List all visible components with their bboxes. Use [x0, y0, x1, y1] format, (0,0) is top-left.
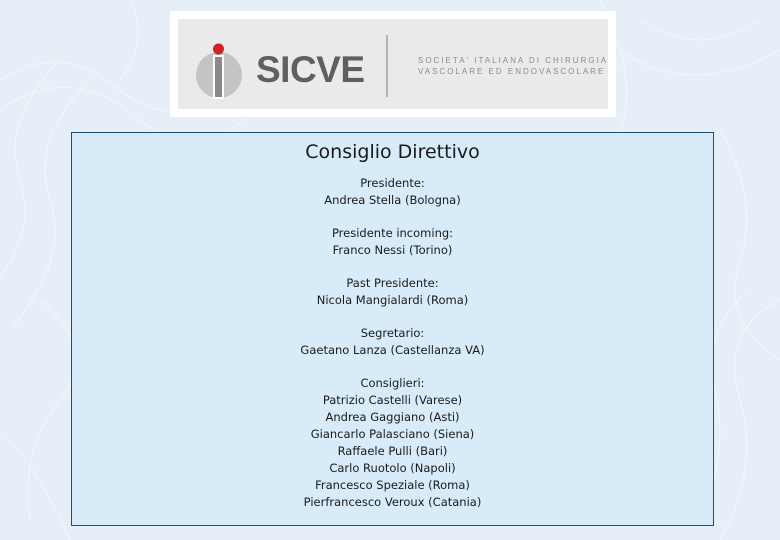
- member-name: Franco Nessi (Torino): [332, 243, 453, 257]
- member-name: Pierfrancesco Veroux (Catania): [303, 495, 482, 509]
- role-presidente-incoming: [72, 225, 713, 259]
- logo-divider: [386, 35, 388, 97]
- role-label: Past Presidente:: [346, 276, 439, 290]
- board-title: Consiglio Direttivo: [305, 141, 480, 163]
- role-label: Presidente:: [360, 176, 425, 190]
- board-roles: [72, 175, 713, 511]
- sicve-logo-icon: [195, 43, 243, 99]
- member-name: Patrizio Castelli (Varese): [322, 393, 463, 407]
- member-name: Giancarlo Palasciano (Siena): [310, 427, 475, 441]
- member-name: Raffaele Pulli (Bari): [337, 444, 448, 458]
- role-consiglieri: [72, 375, 713, 511]
- member-name: Andrea Gaggiano (Asti): [325, 410, 460, 424]
- logo-banner: [178, 19, 608, 109]
- member-name: Gaetano Lanza (Castellanza VA): [300, 343, 485, 357]
- board-box: [71, 132, 714, 526]
- member-name: Carlo Ruotolo (Napoli): [329, 461, 456, 475]
- role-segretario: [72, 325, 713, 359]
- role-presidente: [72, 175, 713, 209]
- member-name: Andrea Stella (Bologna): [324, 193, 461, 207]
- role-label: Consiglieri:: [360, 376, 425, 390]
- logo-frame: [170, 11, 616, 117]
- logo-subtitle-line-1: SOCIETA' ITALIANA DI CHIRURGIA: [418, 56, 609, 65]
- logo-wordmark: SICVE: [256, 49, 365, 90]
- logo-subtitle: [418, 55, 608, 77]
- role-label: Segretario:: [360, 326, 425, 340]
- member-name: Nicola Mangialardi (Roma): [316, 293, 469, 307]
- member-name: Francesco Speziale (Roma): [315, 478, 470, 492]
- logo-subtitle-line-2: VASCOLARE ED ENDOVASCOLARE: [418, 67, 606, 76]
- role-past-presidente: [72, 275, 713, 309]
- role-label: Presidente incoming:: [331, 226, 454, 240]
